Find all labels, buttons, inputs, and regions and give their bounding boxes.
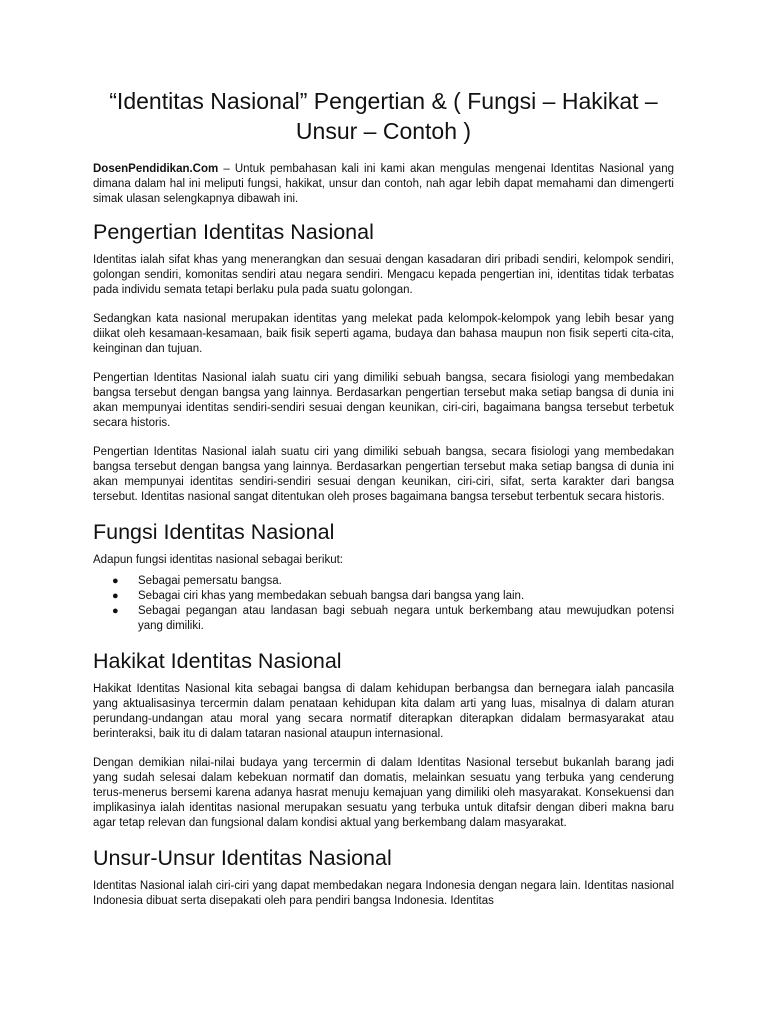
pengertian-paragraph: Pengertian Identitas Nasional ialah suatu ciri yang dimiliki sebuah bangsa, secara fisiologi yang membedakan bangsa tersebut dengan bangsa yang lainnya. Berdasarkan pengertian tersebut maka setiap bangsa di dunia ini akan mempunyai identitas sendiri-sendiri sesuai dengan keunikan, ciri-ciri, bagaimana bangsa tersebut terbetuk secara historis.: [93, 372, 674, 429]
list-item-text: Sebagai pemersatu bangsa.: [138, 575, 282, 587]
fungsi-lead: Adapun fungsi identitas nasional sebagai berikut:: [93, 554, 343, 566]
unsur-paragraph: Identitas Nasional ialah ciri-ciri yang dapat membedakan negara Indonesia dengan negara lain. Identitas nasional Indonesia dibuat serta disepakati oleh para pendiri bangsa Indonesia. Identitas: [93, 880, 674, 907]
list-item: [112, 589, 674, 604]
pengertian-paragraph: Pengertian Identitas Nasional ialah suatu ciri yang dimiliki sebuah bangsa, secara fisiologi yang membedakan bangsa tersebut dengan bangsa yang lainnya. Berdasarkan pengertian tersebut maka setiap bangsa di dunia ini akan mempunyai identitas sendiri-sendiri sesuai dengan keunikan, ciri-ciri, sifat, serta karakter dari bangsa tersebut. Identitas nasional sangat ditentukan oleh proses bagaimana bangsa tersebut terbentuk secara historis.: [93, 446, 674, 503]
list-item: [112, 574, 674, 589]
bullet-icon: ●: [112, 575, 119, 587]
list-item: [112, 604, 674, 634]
fungsi-list: [93, 574, 674, 634]
section-heading-unsur: Unsur-Unsur Identitas Nasional: [93, 846, 392, 870]
bullet-icon: ●: [112, 605, 119, 617]
section-heading-fungsi: Fungsi Identitas Nasional: [93, 520, 335, 544]
list-item-text: Sebagai ciri khas yang membedakan sebuah bangsa dari bangsa yang lain.: [138, 590, 525, 602]
intro-paragraph: [93, 162, 674, 207]
document-title: “Identitas Nasional” Pengertian & ( Fungsi – Hakikat – Unsur – Contoh ): [109, 88, 658, 144]
hakikat-paragraph: Hakikat Identitas Nasional kita sebagai bangsa di dalam kehidupan berbangsa dan bernegara ialah pancasila yang aktualisasinya tercermin dalam penataan kehidupan kita dalam arti yang luas, misalnya di dalam aturan perundang-undangan atau moral yang secara normatif diterapkan diterapkan didalam bermasyarakat atau berinteraksi, baik itu di dalam tataran nasional ataupun internasional.: [93, 683, 674, 740]
hakikat-paragraph: Dengan demikian nilai-nilai budaya yang tercermin di dalam Identitas Nasional tersebut bukanlah barang jadi yang sudah selesai dalam kebekuan normatif dan domatis, melainkan sesuatu yang terbuka yang cenderung terus-menerus bersemi karena adanya hasrat menuju kemajuan yang dimiliki oleh masyarakat. Konsekuensi dan implikasinya ialah identitas nasional merupakan sesuatu yang terbuka untuk ditafsir dengan diberi makna baru agar tetap relevan dan fungsional dalam kondisi aktual yang berkembang dalam masyarakat.: [93, 757, 674, 829]
intro-text: – Untuk pembahasan kali ini kami akan mengulas mengenai Identitas Nasional yang dimana dalam hal ini meliputi fungsi, hakikat, unsur dan contoh, nah agar lebih dapat memahami dan dimengerti simak ulasan selengkapnya dibawah ini.: [93, 163, 674, 205]
site-name: DosenPendidikan.Com: [93, 163, 219, 175]
section-heading-hakikat: Hakikat Identitas Nasional: [93, 649, 342, 673]
bullet-icon: ●: [112, 590, 119, 602]
pengertian-paragraph: Sedangkan kata nasional merupakan identitas yang melekat pada kelompok-kelompok yang lebih besar yang diikat oleh kesamaan-kesamaan, baik fisik seperti agama, budaya dan bahasa maupun non fisik seperti cita-cita, keinginan dan tujuan.: [93, 313, 674, 355]
section-heading-pengertian: Pengertian Identitas Nasional: [93, 220, 374, 244]
list-item-text: Sebagai pegangan atau landasan bagi sebuah negara untuk berkembang atau mewujudkan potensi yang dimiliki.: [138, 605, 674, 632]
pengertian-paragraph: Identitas ialah sifat khas yang menerangkan dan sesuai dengan kasadaran diri pribadi sendiri, kelompok sendiri, golongan sendiri, komonitas sendiri atau negara sendiri. Mengacu kepada pengertian ini, identitas tidak terbatas pada individu semata tetapi berlaku pula pada suatu golongan.: [93, 254, 674, 296]
